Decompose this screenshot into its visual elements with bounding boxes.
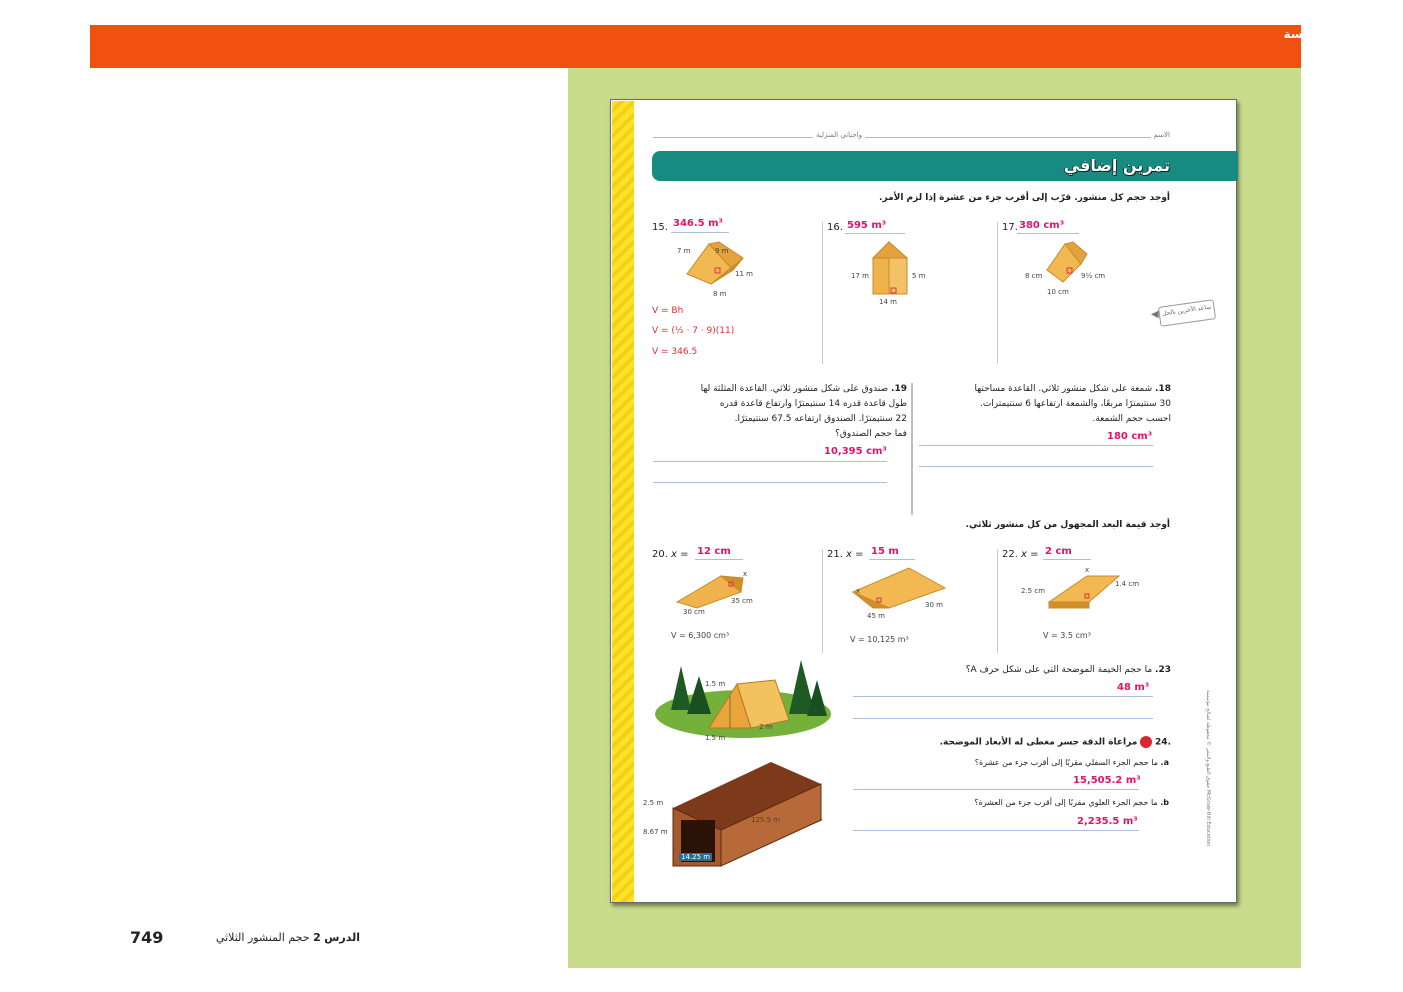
p21-var: x = — [846, 549, 864, 560]
p15-work-3: V = 346.5 — [652, 347, 698, 357]
p20-number: 20. — [652, 549, 668, 560]
p22-face-front — [1049, 602, 1089, 608]
divider-15-16 — [822, 222, 823, 364]
name-row — [653, 131, 1173, 143]
precision-icon — [1140, 736, 1152, 748]
p18-line-2: 30 سنتيمترًا مربعًا، والشمعة ارتفاعها 6 سنتيمترات. — [979, 399, 1171, 409]
side-tag: ساعد الآخرين بالحل — [1158, 299, 1216, 327]
p22-face-top — [1049, 576, 1119, 602]
p23-answer-line-1 — [853, 696, 1153, 697]
instruction-2: أوجد قيمة البعد المجهول من كل منشور ثلاثي. — [965, 520, 1170, 530]
lesson-title: حجم المنشور الثلاثي — [215, 931, 310, 944]
p23-answer: 48 m³ — [1117, 682, 1150, 693]
p23-text: ما حجم الخيمة الموضحة التي على شكل حرف A؟ — [965, 665, 1153, 675]
p24-text: جسر مغطى له الأبعاد الموضحة. — [939, 737, 1080, 748]
p19-answer: 10,395 cm³ — [824, 446, 887, 457]
p15-dim-1: 7 m — [677, 247, 691, 255]
p20-dim-1: x — [743, 570, 748, 578]
p19-answer-line-2 — [653, 482, 887, 483]
p19-text — [671, 382, 907, 442]
title-banner — [652, 151, 1238, 181]
p21-dim-1: x — [856, 587, 861, 595]
p15-number: 15. — [652, 222, 668, 233]
p23-dim-2: 2 m — [759, 723, 773, 731]
p24-dim-1: 2.5 m — [643, 799, 664, 807]
p24-b-row — [851, 798, 1169, 807]
p20-answer-line — [695, 559, 743, 560]
p15-answer-line — [671, 232, 729, 233]
p18-line-3: احسب حجم الشمعة. — [1092, 414, 1171, 424]
p24-a-label: a. — [1160, 758, 1169, 767]
p15-work-2: V = (½ · 7 · 9)(11) — [652, 326, 735, 336]
p21-number: 21. — [827, 549, 843, 560]
p20-answer: 12 cm — [697, 546, 731, 557]
top-banner — [90, 25, 1301, 68]
p21-dim-3: 30 m — [925, 601, 943, 609]
p24-dim-3: 125.5 m — [751, 816, 781, 824]
p17-number: 17. — [1002, 222, 1018, 233]
p17-prism-figure — [1041, 240, 1093, 288]
worksheet-title: تمرين إضافي — [1063, 156, 1170, 175]
divider-21-22 — [997, 549, 998, 653]
name-label: الاسم — [1151, 131, 1173, 139]
covered-bridge-illustration — [651, 750, 831, 870]
p18-line-1: شمعة على شكل منشور ثلاثي. القاعدة مساحتها — [974, 384, 1153, 394]
p22-dim-3: 1.4 cm — [1115, 580, 1140, 588]
lesson-number: 2 — [313, 931, 321, 944]
p24-title: مراعاة الدقة — [1082, 737, 1138, 748]
lesson-label — [216, 931, 360, 944]
instruction-1: أوجد حجم كل منشور. قرّب إلى أقرب جزء من عشرة إذا لزم الأمر. — [879, 193, 1170, 203]
p23-dim-3: 1.5 m — [705, 734, 726, 742]
p22-answer: 2 cm — [1045, 546, 1072, 557]
p21-answer-line — [869, 559, 915, 560]
p23-number: 23. — [1155, 665, 1171, 675]
p16-prism-figure — [869, 238, 919, 300]
p24-a-row — [851, 758, 1169, 767]
p18-answer-line-2 — [919, 466, 1153, 467]
p16-answer-line — [845, 233, 905, 234]
p20-volume: V = 6,300 cm³ — [671, 631, 730, 640]
p22-number: 22. — [1002, 549, 1018, 560]
page-number: 749 — [130, 928, 164, 947]
p24-b-answer: 2,235.5 m³ — [1077, 816, 1138, 827]
p23-answer-line-2 — [853, 718, 1153, 719]
worksheet-page — [610, 99, 1237, 903]
p18-answer: 180 cm³ — [1107, 431, 1153, 442]
p19-answer-line-1 — [653, 461, 887, 462]
lesson-prefix: الدرس — [324, 931, 360, 944]
p16-number: 16. — [827, 222, 843, 233]
p15-dim-4: 8 m — [713, 290, 727, 298]
p23-text-row — [851, 663, 1171, 678]
p16-face-top — [873, 242, 907, 258]
p19-line-4: فما حجم الصندوق؟ — [835, 429, 907, 439]
p24-b-answer-line — [853, 830, 1139, 831]
divider-20-21 — [822, 549, 823, 653]
homework-label: واجباتي المنزلية — [813, 131, 865, 139]
p24-number: .24 — [1155, 737, 1171, 748]
p18-answer-line-1 — [919, 445, 1153, 446]
p21-dim-2: 45 m — [867, 612, 885, 620]
p22-answer-line — [1043, 559, 1091, 560]
p24-dim-2: 8.67 m — [643, 828, 668, 836]
p20-var: x = — [671, 549, 689, 560]
p24-dim-4: 14.25 m — [681, 853, 711, 861]
tent-illustration — [651, 658, 831, 742]
divider-16-17 — [997, 222, 998, 364]
p22-var: x = — [1021, 549, 1039, 560]
p18-number: 18. — [1155, 384, 1171, 394]
name-line — [653, 137, 1173, 138]
p24-a-answer: 15,505.2 m³ — [1073, 775, 1141, 786]
copyright-vertical — [1201, 690, 1211, 890]
p17-answer-line — [1017, 233, 1079, 234]
p17-dim-3: 10 cm — [1047, 288, 1069, 296]
p18-text — [929, 382, 1171, 427]
p15-dim-2: 9 m — [715, 247, 729, 255]
p22-dim-2: 2.5 cm — [1021, 587, 1046, 595]
p15-dim-3: 11 m — [735, 270, 753, 278]
p24-b-label: b. — [1160, 798, 1169, 807]
divider-18-19 — [911, 383, 913, 515]
p22-dim-1: x — [1085, 566, 1090, 574]
p24-a-answer-line — [853, 789, 1139, 790]
yellow-stripe — [612, 101, 634, 902]
p16-dim-1: 17 m — [851, 272, 869, 280]
p16-dim-2: 5 m — [912, 272, 926, 280]
p15-work-1: V = Bh — [652, 306, 684, 316]
p19-number: 19. — [891, 384, 907, 394]
page-footer — [130, 928, 360, 952]
section-title: الهندسة — [1283, 27, 1331, 41]
tree-icon — [671, 666, 691, 710]
p22-prism-figure — [1043, 572, 1123, 612]
p19-line-3: 22 سنتيمترًا. الصندوق ارتفاعه 67.5 سنتيمترًا. — [734, 414, 907, 424]
p19-line-1: صندوق على شكل منشور ثلاثي. القاعدة المثلثة لها — [700, 384, 889, 394]
p24-b-text: ما حجم الجزء العلوي مقربًا إلى أقرب جزء من العشرة؟ — [974, 798, 1158, 807]
p20-dim-3: 30 cm — [683, 608, 705, 616]
p17-answer: 380 cm³ — [1019, 220, 1065, 231]
p24-header — [851, 736, 1171, 748]
p16-answer: 595 m³ — [847, 220, 887, 231]
p22-volume: V = 3.5 cm³ — [1043, 631, 1091, 640]
p17-dim-1: 8 cm — [1025, 272, 1043, 280]
p19-line-2: طول قاعدة قدره 14 سنتيمترًا وارتفاع قاعدة قدره — [719, 399, 907, 409]
p24-a-text: ما حجم الجزء السفلي مقربًا إلى أقرب جزء من عشرة؟ — [974, 758, 1158, 767]
side-arrow-icon: ◀ — [1151, 309, 1159, 320]
p16-dim-3: 14 m — [879, 298, 897, 306]
p21-answer: 15 m — [871, 546, 899, 557]
p23-dim-1: 1.5 m — [705, 680, 726, 688]
p15-answer: 346.5 m³ — [673, 218, 723, 229]
copyright-text: حقوق الطبع والنشر © محفوظة لصالح مؤسسة McGraw-Hill Education — [1205, 690, 1211, 847]
p21-volume: V = 10,125 m³ — [850, 635, 909, 644]
p17-dim-2: 9½ cm — [1081, 272, 1106, 280]
p20-dim-2: 35 cm — [731, 597, 753, 605]
